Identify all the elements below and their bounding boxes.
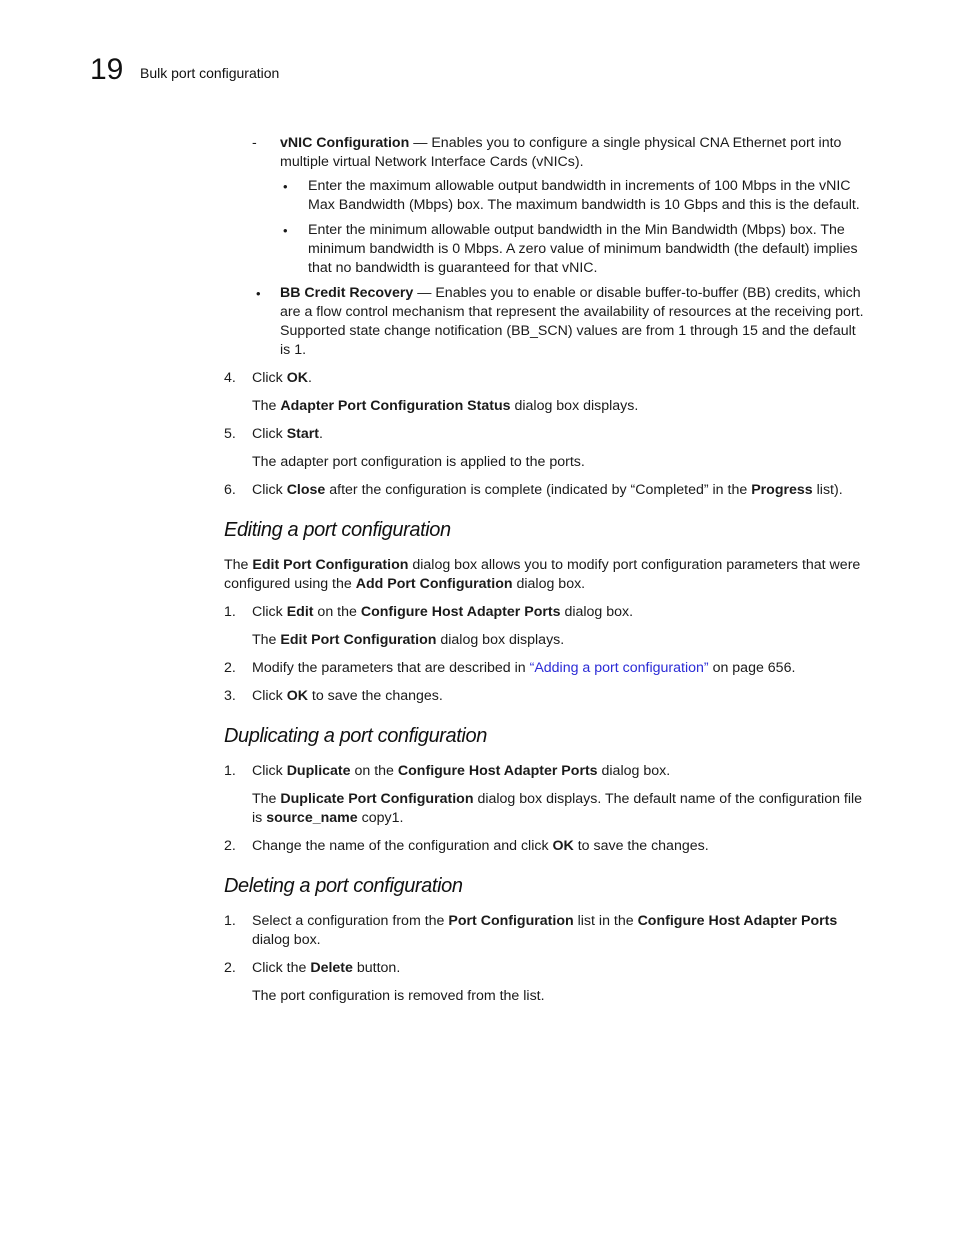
para-text: dialog box allows you to modify port configuration parameters that were configured using the <box>224 557 861 592</box>
step-text: . <box>307 370 312 386</box>
source-name-label: source_name <box>266 810 358 826</box>
duplicating-step-1 <box>224 762 868 781</box>
duplicating-step-1-result <box>224 790 868 828</box>
ok-label: OK <box>552 838 574 854</box>
note-text: The <box>252 632 281 648</box>
close-label: Close <box>286 482 326 498</box>
step-text: after the configuration is complete (indicated by “Completed” in the <box>325 482 752 498</box>
list-item-vnic-min <box>224 221 868 278</box>
step-text: list). <box>812 482 843 498</box>
step-5-result: The adapter port configuration is applied to the ports. <box>252 454 585 470</box>
deleting-step-1 <box>224 912 868 950</box>
editing-step-3 <box>224 687 868 706</box>
para-text: The <box>224 557 253 573</box>
step-4-result <box>224 397 868 416</box>
step-text: Click <box>252 482 287 498</box>
step-text: dialog box. <box>597 763 671 779</box>
step-text: on the <box>350 763 398 779</box>
step-text: Click <box>252 688 287 704</box>
dialog-name: Duplicate Port Configuration <box>280 791 474 807</box>
dialog-name: Adapter Port Configuration Status <box>280 398 511 414</box>
step-number: 4. <box>224 370 236 386</box>
duplicate-label: Duplicate <box>286 763 351 779</box>
step-text: Click <box>252 604 287 620</box>
step-text: list in the <box>573 913 638 929</box>
para-text: dialog box. <box>512 576 586 592</box>
bullet-icon: • <box>283 223 288 238</box>
list-name: Port Configuration <box>448 913 574 929</box>
step-text: on the <box>313 604 361 620</box>
editing-intro <box>224 556 868 594</box>
section-heading-editing: Editing a port configuration <box>224 519 451 541</box>
step-number: 1. <box>224 913 236 929</box>
editing-step-1-result <box>224 631 868 650</box>
note-text: dialog box displays. The default name of the configuration file is <box>252 791 863 826</box>
deleting-step-2-result: The port configuration is removed from the list. <box>252 988 545 1004</box>
ok-label: OK <box>286 370 308 386</box>
note-text: copy1. <box>357 810 404 826</box>
edit-label: Edit <box>286 604 314 620</box>
duplicating-step-2 <box>224 837 868 856</box>
editing-step-1 <box>224 603 868 622</box>
step-text: Click <box>252 370 287 386</box>
start-label: Start <box>286 426 320 442</box>
step-text: Click <box>252 763 287 779</box>
vnic-min-text: Enter the minimum allowable output bandwidth in the Min Bandwidth (Mbps) box. The minimum bandwidth is 0 Mbps. A zero value of minimum bandwidth (the default) implies that no bandwidth is guaranteed for that vNIC. <box>308 222 858 276</box>
step-6 <box>224 481 868 500</box>
step-5 <box>224 425 868 444</box>
cross-reference-link[interactable]: “Adding a port configuration” <box>529 660 709 676</box>
step-text: Click the <box>252 960 311 976</box>
step-text: Change the name of the configuration and click <box>252 838 553 854</box>
dialog-name: Add Port Configuration <box>355 576 513 592</box>
step-text: button. <box>352 960 401 976</box>
vnic-max-text: Enter the maximum allowable output bandwidth in increments of 100 Mbps in the vNIC Max Bandwidth (Mbps) box. The maximum bandwidth is 10 Gbps and this is the default. <box>308 178 860 213</box>
section-heading-deleting: Deleting a port configuration <box>224 875 463 897</box>
step-number: 2. <box>224 960 236 976</box>
step-text: . <box>319 426 323 442</box>
step-text: Modify the parameters that are described in <box>252 660 530 676</box>
bullet-icon: • <box>256 286 261 301</box>
step-text: to save the changes. <box>307 688 443 704</box>
chapter-number: 19 <box>90 53 124 86</box>
step-number: 2. <box>224 660 236 676</box>
step-number: 1. <box>224 604 236 620</box>
step-text: to save the changes. <box>573 838 709 854</box>
delete-label: Delete <box>310 960 353 976</box>
page-content <box>224 134 868 1015</box>
note-text: The <box>252 398 281 414</box>
step-text: Select a configuration from the <box>252 913 449 929</box>
dialog-name: Configure Host Adapter Ports <box>637 913 838 929</box>
step-text: dialog box. <box>560 604 634 620</box>
ok-label: OK <box>286 688 308 704</box>
step-number: 3. <box>224 688 236 704</box>
progress-label: Progress <box>751 482 813 498</box>
bb-description: — Enables you to enable or disable buffer-to-buffer (BB) credits, which are a flow control mechanism that represent the availability of resources at the receiving port. Supported state change notification (BB_SCN) values are from 1 through 15 and the default is 1. <box>280 285 864 358</box>
step-number: 6. <box>224 482 236 498</box>
vnic-description: — Enables you to configure a single physical CNA Ethernet port into multiple virtual Network Interface Cards (vNICs). <box>280 135 842 170</box>
note-text: dialog box displays. <box>510 398 639 414</box>
note-text: The <box>252 791 281 807</box>
list-item-vnic <box>224 134 868 172</box>
section-heading-duplicating: Duplicating a port configuration <box>224 725 487 747</box>
step-number: 2. <box>224 838 236 854</box>
step-number: 5. <box>224 426 236 442</box>
dialog-name: Configure Host Adapter Ports <box>360 604 561 620</box>
list-item-bb-credit <box>224 284 868 360</box>
step-text: dialog box. <box>252 932 321 948</box>
editing-step-2 <box>224 659 868 678</box>
term-vnic-configuration: vNIC Configuration <box>280 135 410 151</box>
term-bb-credit-recovery: BB Credit Recovery <box>280 285 414 301</box>
note-text: dialog box displays. <box>436 632 565 648</box>
step-4 <box>224 369 868 388</box>
step-text: on page 656. <box>708 660 796 676</box>
dash-marker: - <box>252 135 257 151</box>
step-text: Click <box>252 426 287 442</box>
list-item-vnic-max <box>224 177 868 215</box>
step-number: 1. <box>224 763 236 779</box>
dialog-name: Edit Port Configuration <box>252 557 409 573</box>
bullet-icon: • <box>283 179 288 194</box>
dialog-name: Configure Host Adapter Ports <box>397 763 598 779</box>
deleting-step-2 <box>224 959 868 978</box>
chapter-title: Bulk port configuration <box>140 65 280 81</box>
dialog-name: Edit Port Configuration <box>280 632 437 648</box>
